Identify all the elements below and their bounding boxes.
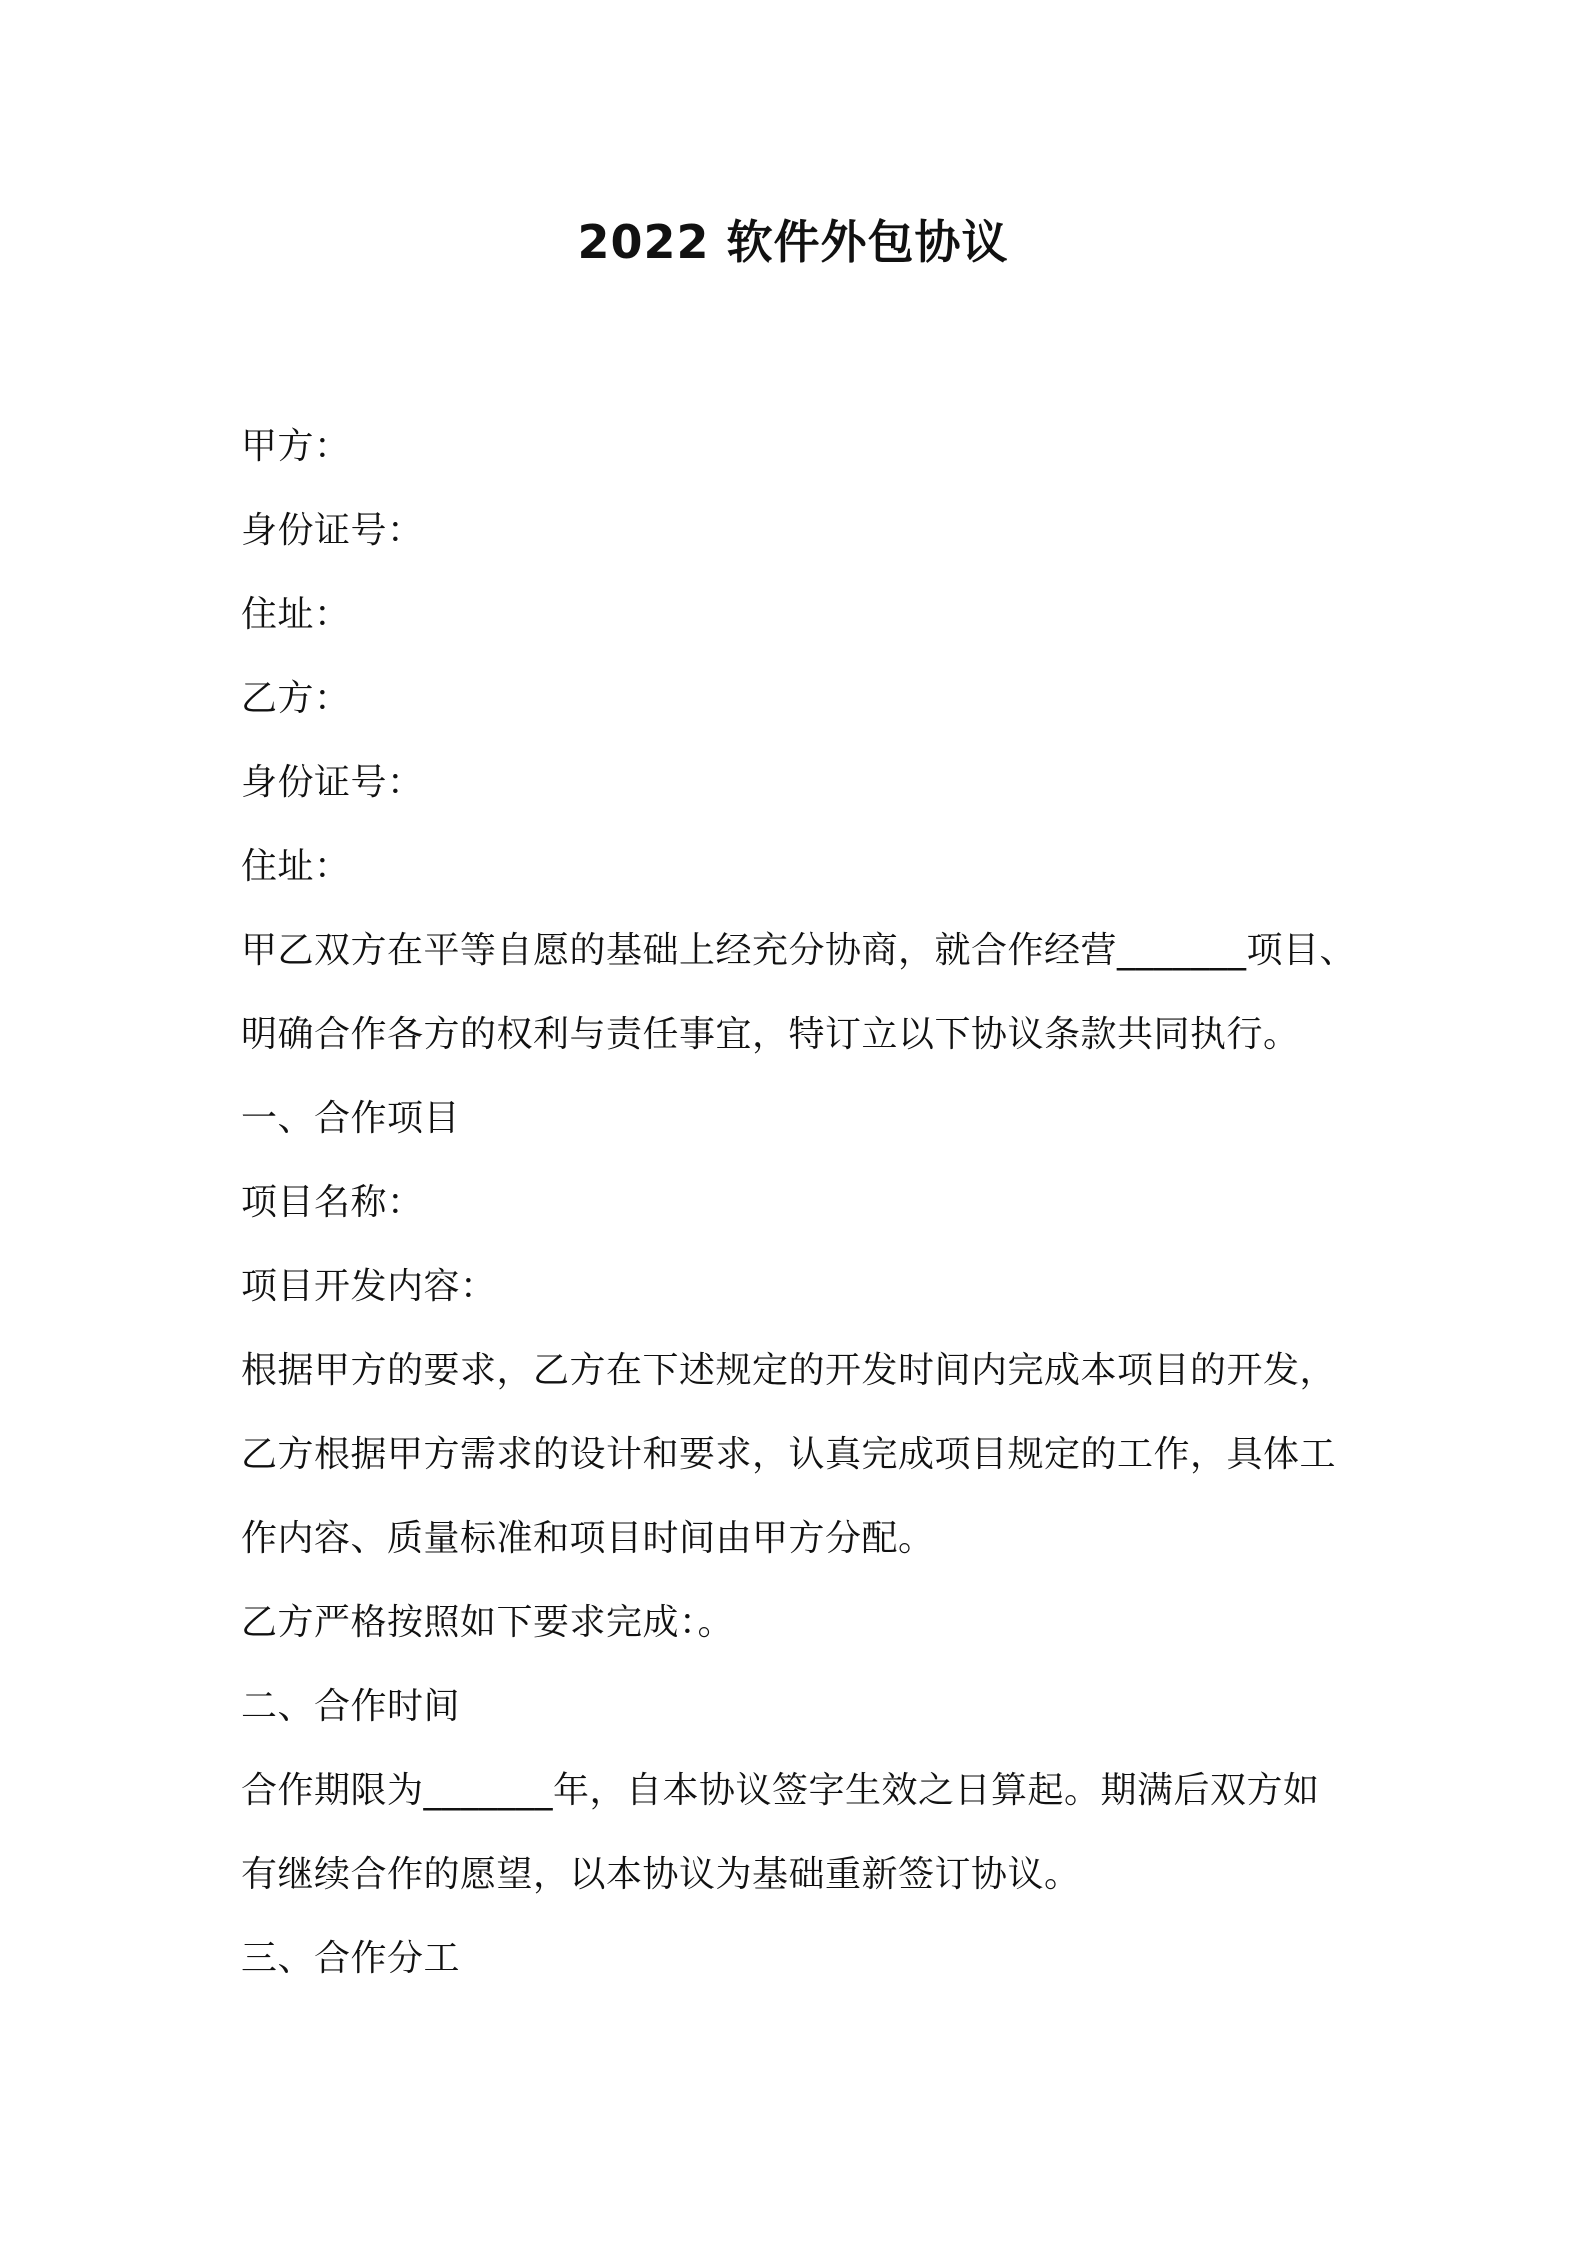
party-b-address-label: 住址： — [241, 846, 351, 887]
project-content-label: 项目开发内容： — [241, 1266, 497, 1307]
project-name-label: 项目名称： — [241, 1182, 424, 1223]
party-a-label: 甲方： — [241, 426, 351, 467]
paragraph-line: 作内容、质量标准和项目时间由甲方分配。 — [241, 1518, 935, 1559]
party-b-label: 乙方： — [241, 678, 351, 719]
party-b-id-label: 身份证号： — [241, 762, 424, 803]
document-body — [241, 405, 1371, 2001]
document-title: 2022 软件外包协议 — [577, 215, 1009, 269]
requirements-line: 乙方严格按照如下要求完成：。 — [241, 1602, 735, 1643]
paragraph-line: 根据甲方的要求，乙方在下述规定的开发时间内完成本项目的开发， — [241, 1350, 1337, 1391]
term-line-1: 合作期限为_______年，自本协议签字生效之日算起。期满后双方如 — [241, 1770, 1320, 1811]
term-line-2: 有继续合作的愿望，以本协议为基础重新签订协议。 — [241, 1854, 1081, 1895]
section-heading-1: 一、合作项目 — [241, 1098, 461, 1139]
section-heading-2: 二、合作时间 — [241, 1686, 461, 1727]
paragraph-line: 乙方根据甲方需求的设计和要求，认真完成项目规定的工作，具体工 — [241, 1434, 1337, 1475]
preamble-line-2: 明确合作各方的权利与责任事宜，特订立以下协议条款共同执行。 — [241, 1014, 1300, 1055]
section-heading-3: 三、合作分工 — [241, 1938, 461, 1979]
party-a-id-label: 身份证号： — [241, 510, 424, 551]
party-a-address-label: 住址： — [241, 594, 351, 635]
preamble-line-1: 甲乙双方在平等自愿的基础上经充分协商，就合作经营_______项目、 — [241, 930, 1357, 971]
